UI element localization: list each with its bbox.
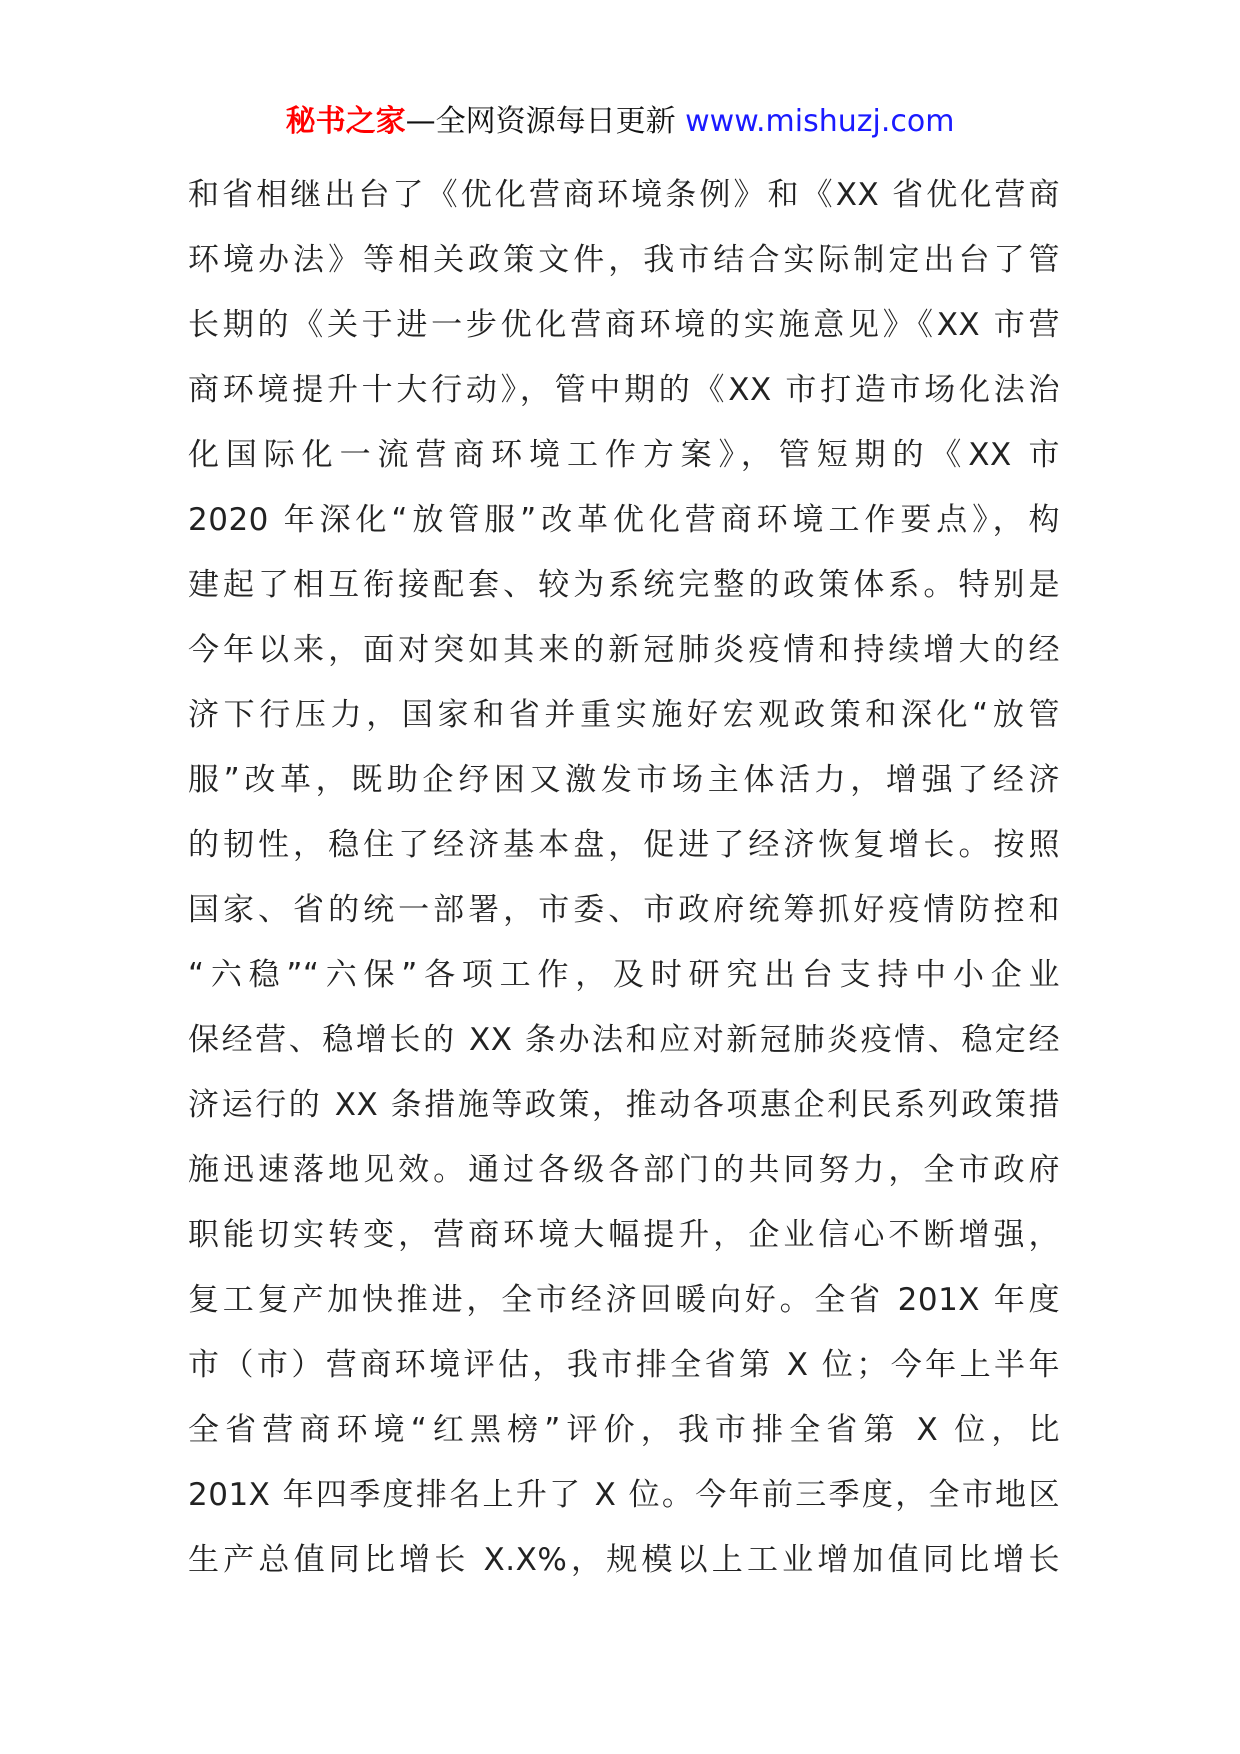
body-line: 复工复产加快推进，全市经济回暖向好。全省 201X 年度 [188, 1282, 1060, 1318]
body-line: 的韧性，稳住了经济基本盘，促进了经济恢复增长。按照 [188, 827, 1060, 863]
header-tagline: —全网资源每日更新 [405, 104, 676, 139]
body-line: 济下行压力，国家和省并重实施好宏观政策和深化“放管 [188, 697, 1060, 733]
body-line: 2020 年深化“放管服”改革优化营商环境工作要点》，构 [188, 502, 1060, 538]
body-line: 商环境提升十大行动》，管中期的《XX 市打造市场化法治 [188, 372, 1060, 408]
body-line: 全省营商环境“红黑榜”评价，我市排全省第 X 位，比 [188, 1412, 1060, 1448]
brand-name: 秘书之家 [285, 104, 406, 139]
body-line: “六稳”“六保”各项工作，及时研究出台支持中小企业 [188, 957, 1060, 993]
body-line: 济运行的 XX 条措施等政策，推动各项惠企利民系列政策措 [188, 1087, 1060, 1123]
body-line: 化国际化一流营商环境工作方案》，管短期的《XX 市 [188, 437, 1060, 473]
body-line: 建起了相互衔接配套、较为系统完整的政策体系。特别是 [188, 567, 1060, 603]
document-body [188, 163, 1060, 1593]
body-line: 长期的《关于进一步优化营商环境的实施意见》《XX 市营 [188, 307, 1060, 343]
body-line: 服”改革，既助企纾困又激发市场主体活力，增强了经济 [188, 762, 1060, 798]
body-line: 施迅速落地见效。通过各级各部门的共同努力，全市政府 [188, 1152, 1060, 1188]
body-line: 201X 年四季度排名上升了 X 位。今年前三季度，全市地区 [188, 1477, 1060, 1513]
body-line: 市（市）营商环境评估，我市排全省第 X 位；今年上半年 [188, 1347, 1060, 1383]
page-header [0, 100, 1240, 144]
body-line: 环境办法》等相关政策文件，我市结合实际制定出台了管 [188, 242, 1060, 278]
body-line: 保经营、稳增长的 XX 条办法和应对新冠肺炎疫情、稳定经 [188, 1022, 1060, 1058]
body-line: 和省相继出台了《优化营商环境条例》和《XX 省优化营商 [188, 177, 1060, 213]
body-line: 国家、省的统一部署，市委、市政府统筹抓好疫情防控和 [188, 892, 1060, 928]
body-line: 生产总值同比增长 X.X%，规模以上工业增加值同比增长 [188, 1542, 1060, 1578]
body-line: 今年以来，面对突如其来的新冠肺炎疫情和持续增大的经 [188, 632, 1060, 668]
body-line: 职能切实转变，营商环境大幅提升，企业信心不断增强， [188, 1217, 1060, 1253]
website-link[interactable]: www.mishuzj.com [685, 104, 955, 139]
